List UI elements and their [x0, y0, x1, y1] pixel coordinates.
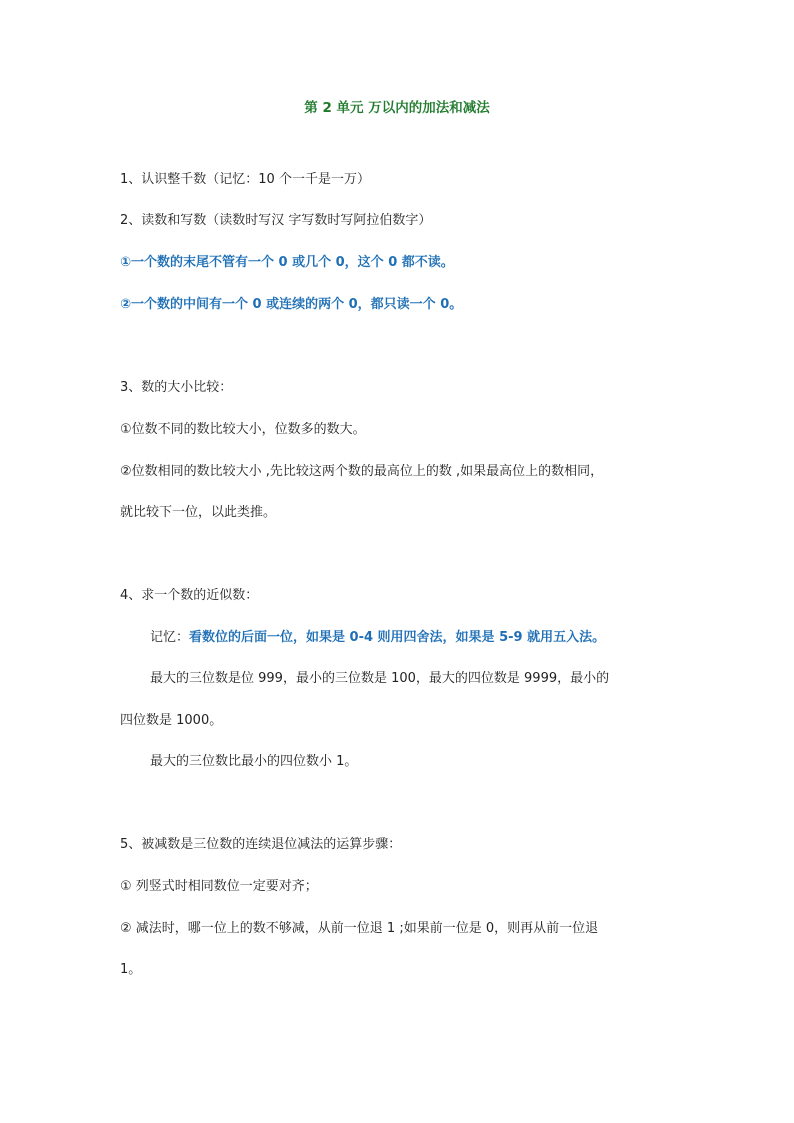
section2-rule2: ②一个数的中间有一个 0 或连续的两个 0，都只读一个 0。 [120, 297, 463, 312]
memory-label: 记忆： [150, 630, 190, 645]
section5-step2-line1: ② 减法时，哪一位上的数不够减，从前一位退 1 ;如果前一位是 0，则再从前一位退 [120, 921, 599, 936]
section4-heading: 4、求一个数的近似数： [120, 588, 259, 603]
section3-rule2-line2: 就比较下一位，以此类推。 [120, 505, 277, 520]
section4-fact1-line2: 四位数是 1000。 [120, 713, 223, 728]
section3-heading: 3、数的大小比较： [120, 380, 233, 395]
section5-step2-line2: 1。 [120, 962, 142, 977]
page-title: 第 2 单元 万以内的加法和减法 [304, 100, 490, 116]
section2-heading: 2、读数和写数（读数时写汉 字写数时写阿拉伯数字） [120, 213, 432, 228]
section3-rule1: ①位数不同的数比较大小，位数多的数大。 [120, 422, 366, 437]
section1-heading: 1、认识整千数（记忆：10 个一千是一万） [120, 172, 370, 187]
memory-text: 看数位的后面一位，如果是 0-4 则用四舍法，如果是 5-9 就用五入法。 [189, 630, 606, 645]
section5-step1: ① 列竖式时相同数位一定要对齐； [120, 879, 318, 894]
section5-heading: 5、被减数是三位数的连续退位减法的运算步骤： [120, 837, 402, 852]
section4-fact2: 最大的三位数比最小的四位数小 1。 [150, 754, 358, 769]
section3-rule2-line1: ②位数相同的数比较大小 ,先比较这两个数的最高位上的数 ,如果最高位上的数相同， [120, 464, 604, 479]
section2-rule1: ①一个数的末尾不管有一个 0 或几个 0，这个 0 都不读。 [120, 255, 454, 270]
section4-fact1-line1: 最大的三位数是位 999，最小的三位数是 100，最大的四位数是 9999，最小的 [150, 671, 610, 686]
section4-memory [150, 630, 605, 646]
